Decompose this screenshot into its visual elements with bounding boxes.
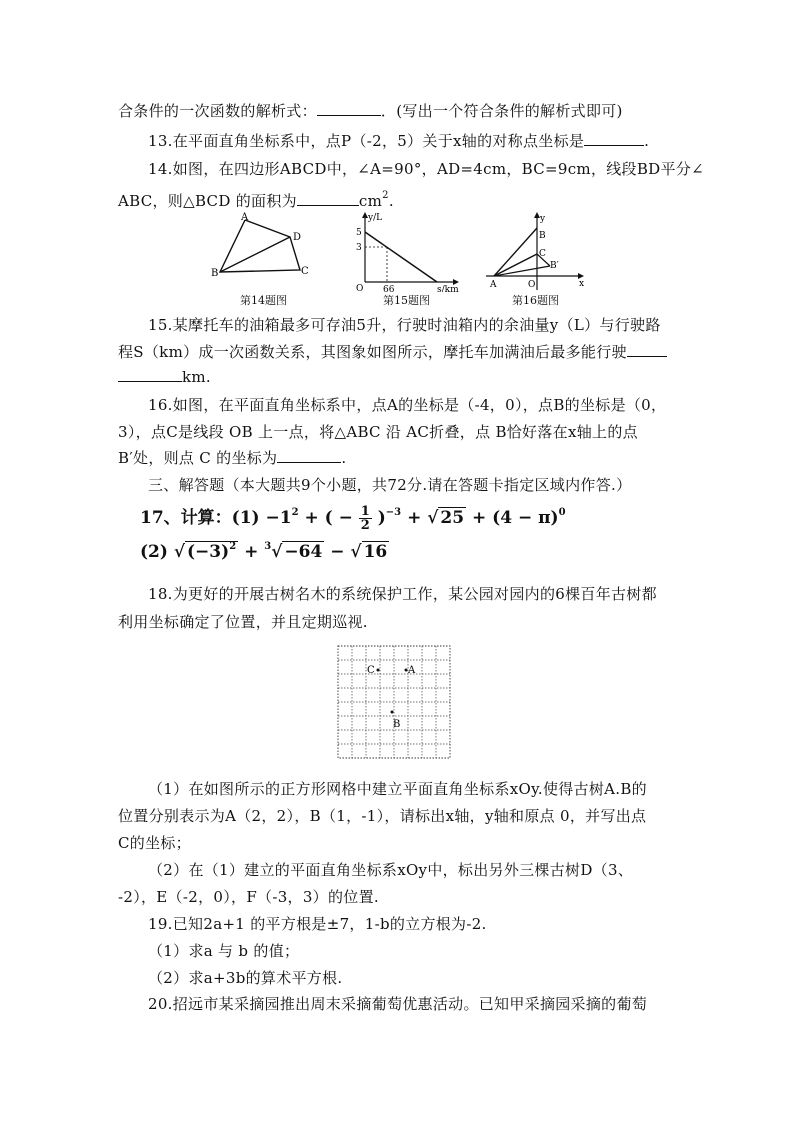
- fig16-label-y: y: [540, 214, 546, 224]
- problem-12-tail: 合条件的一次函数的解析式： ．(写出一个符合条件的解析式即可): [118, 102, 623, 120]
- section-3-heading: 三、解答题（本大题共9个小题，共72分.请在答题卡指定区域内作答.）: [148, 476, 632, 494]
- figure-15: [345, 210, 465, 292]
- problem-15-line2: 程S（km）成一次函数关系，其图象如图所示，摩托车加满油后最多能行驶: [118, 341, 667, 363]
- fig15-tick-66: 66: [383, 285, 395, 292]
- figure-14: [205, 212, 315, 302]
- problem-18-1-line2: 位置分别表示为A（2，2），B（1，-1），请标出x轴，y轴和原点 0，并写出点: [118, 807, 647, 825]
- fig14-label-c: C: [301, 266, 309, 277]
- fig14-label-a: A: [241, 212, 249, 223]
- problem-18-1-line1: （1）在如图所示的正方形网格中建立平面直角坐标系xOy.使得古树A.B的: [148, 780, 647, 798]
- answer-blank: [317, 100, 381, 116]
- problem-14-line2: ABC，则△BCD 的面积为 $cm^2$.: [118, 190, 394, 210]
- fig15-xlabel: s/km: [437, 285, 459, 292]
- fig16-label-b: B: [539, 231, 546, 241]
- problem-15-line1: 15.某摩托车的油箱最多可存油5升，行驶时油箱内的余油量y（L）与行驶路: [148, 316, 661, 334]
- fig15-tick-5: 5: [356, 228, 362, 238]
- figure-18-grid: [336, 644, 454, 764]
- problem-20: 20.招远市某采摘园推出周末采摘葡萄优惠活动。已知甲采摘园采摘的葡萄: [148, 995, 648, 1013]
- problem-16-line1: 16.如图，在平面直角坐标系中，点A的坐标是（-4，0），点B的坐标是（0，: [148, 396, 667, 414]
- problem-18-1-line3: C的坐标；: [118, 834, 191, 852]
- problem-19-1: （1）求a 与 b 的值；: [148, 942, 300, 960]
- fig16-label-a: A: [490, 280, 497, 290]
- figure-16: [482, 210, 590, 294]
- grid-label-a: A: [408, 665, 416, 676]
- problem-18-line1: 18.为更好的开展古树名木的系统保护工作，某公园对园内的6棵百年古树都: [148, 585, 657, 603]
- fig15-ylabel: y/L: [368, 213, 383, 223]
- problem-14-line1: 14.如图，在四边形ABCD中，∠A=90°，AD=4cm，BC=9cm，线段BD平分∠: [148, 160, 704, 178]
- problem-19: 19.已知2a+1 的平方根是±7，1-b的立方根为-2.: [148, 915, 487, 933]
- problem-16-line2: 3），点C是线段 OB 上一点，将△ABC 沿 AC折叠，点 B恰好落在x轴上的点: [118, 423, 638, 441]
- fig14-label-b: B: [211, 268, 219, 279]
- caption-fig14: 第14题图: [240, 294, 287, 307]
- problem-15-line3: km.: [118, 366, 211, 388]
- problem-18-line2: 利用坐标确定了位置，并且定期巡视.: [118, 613, 368, 631]
- answer-blank: [118, 366, 182, 382]
- answer-blank: [627, 341, 667, 357]
- problem-13: 13.在平面直角坐标系中，点P（-2，5）关于x轴的对称点坐标是 .: [148, 132, 650, 150]
- problem-18-2-line2: -2），E（-2，0），F（-3，3）的位置.: [118, 888, 379, 906]
- answer-blank: [297, 190, 359, 206]
- caption-fig15: 第15题图: [383, 294, 430, 307]
- fig14-label-d: D: [293, 232, 302, 243]
- problem-17-part2: (2) √ $(-3)^2 + ^3√ -64$ − √ 16: [140, 541, 388, 562]
- problem-17-part1: 17、计算：$(1) -1^2$ + ( − $\frac{1}{2}$ )$^{-3}$ + √ $25 + (4 - \pi)^0$: [140, 504, 566, 533]
- fig16-label-x: x: [579, 279, 585, 289]
- problem-18-2-line1: （2）在（1）建立的平面直角坐标系xOy中，标出另外三棵古树D（3、: [148, 861, 634, 879]
- fig16-label-c: C: [539, 249, 546, 259]
- fig15-origin: O: [356, 284, 364, 292]
- fig16-label-bprime: B′: [550, 261, 559, 271]
- fig15-tick-3: 3: [356, 243, 362, 253]
- problem-16-line3: B′处，则点 C 的坐标为 .: [118, 449, 347, 467]
- caption-fig16: 第16题图: [512, 294, 559, 307]
- fig16-label-o: O: [528, 280, 536, 290]
- grid-label-b: B: [393, 719, 401, 730]
- answer-blank: [584, 130, 644, 146]
- answer-blank: [277, 447, 341, 463]
- problem-19-2: （2）求a+3b的算术平方根.: [148, 969, 343, 987]
- grid-label-c: C: [367, 665, 375, 676]
